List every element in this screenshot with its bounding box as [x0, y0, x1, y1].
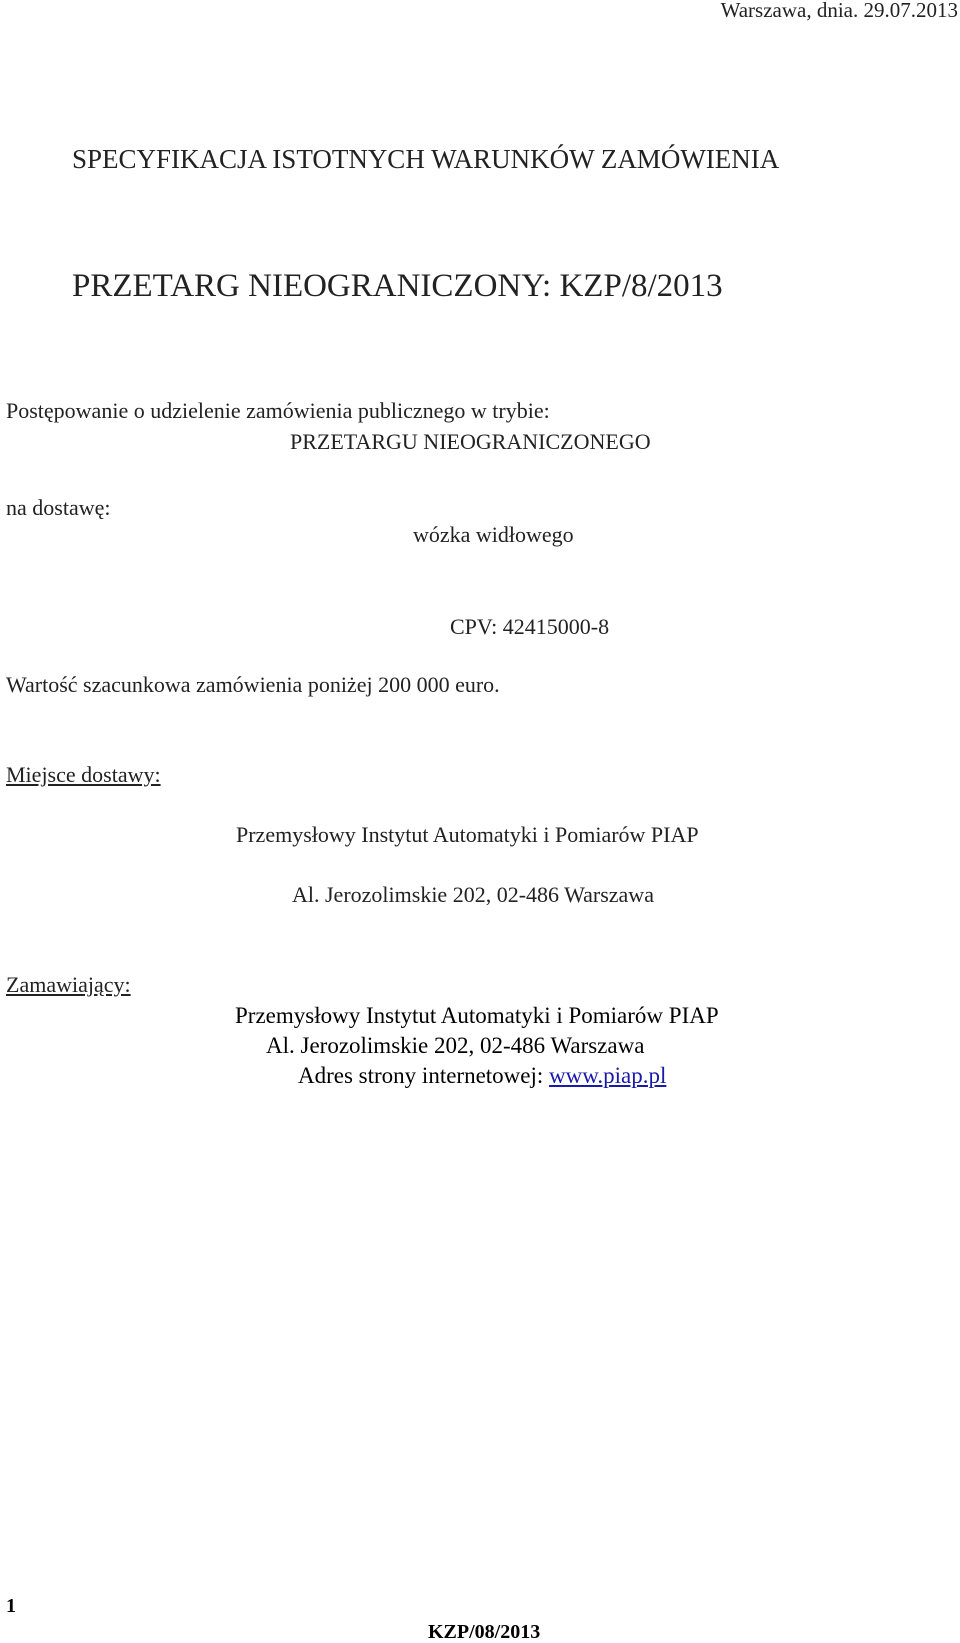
procedure-label: Postępowanie o udzielenie zamówienia publicznego w trybie: — [6, 398, 550, 423]
cpv-code: CPV: 42415000-8 — [450, 614, 610, 639]
orderer-address: Al. Jerozolimskie 202, 02-486 Warszawa — [266, 1033, 645, 1058]
orderer-name: Przemysłowy Instytut Automatyki i Pomiarów PIAP — [235, 1003, 719, 1028]
procedure-mode: PRZETARGU NIEOGRANICZONEGO — [290, 429, 651, 454]
place-of-delivery-name: Przemysłowy Instytut Automatyki i Pomiarów PIAP — [236, 822, 699, 847]
place-of-delivery-address: Al. Jerozolimskie 202, 02-486 Warszawa — [292, 882, 654, 907]
website-link[interactable]: www.piap.pl — [549, 1063, 667, 1088]
website-label: Adres strony internetowej: — [298, 1063, 544, 1088]
delivery-label: na dostawę: — [6, 495, 111, 520]
spec-title: SPECYFIKACJA ISTOTNYCH WARUNKÓW ZAMÓWIENIA — [72, 144, 780, 174]
delivery-item: wózka widłowego — [413, 522, 574, 547]
place-of-delivery-label: Miejsce dostawy: — [6, 762, 161, 787]
page-number: 1 — [6, 1595, 16, 1617]
document-date: Warszawa, dnia. 29.07.2013 — [720, 0, 958, 22]
tender-title: PRZETARG NIEOGRANICZONY: KZP/8/2013 — [72, 268, 723, 304]
orderer-website — [298, 1064, 666, 1087]
footer-code: KZP/08/2013 — [428, 1621, 541, 1643]
orderer-label: Zamawiający: — [6, 972, 131, 997]
estimated-value: Wartość szacunkowa zamówienia poniżej 200 000 euro. — [6, 672, 500, 697]
